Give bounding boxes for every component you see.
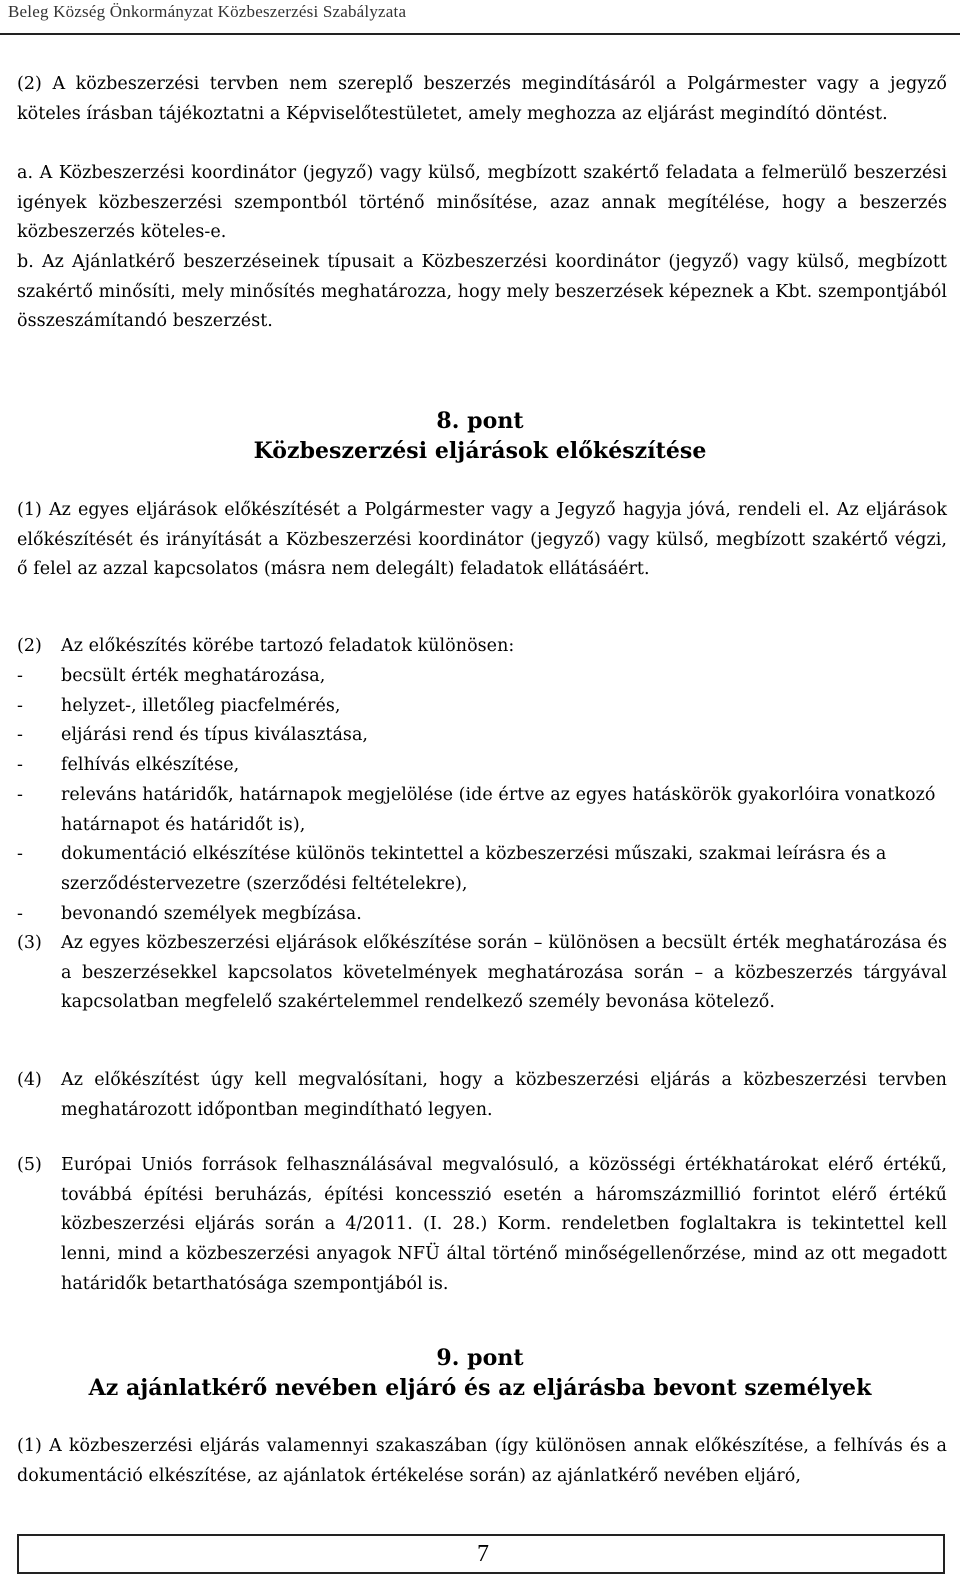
paragraph-8-3 <box>17 929 947 1018</box>
section-9-title: Az ajánlatkérő nevében eljáró és az eljárásba bevont személyek <box>88 1375 872 1401</box>
paragraph-7-b: b. Az Ajánlatkérő beszerzéseinek típusait a Közbeszerzési koordinátor (jegyző) vagy külső, megbízott szakértő minősíti, mely minősítés meghatározza, hogy mely beszerzések képeznek a Kbt. szempontjából összeszámítandó beszerzést. <box>17 252 947 332</box>
list-marker: - <box>17 903 23 924</box>
list-marker: - <box>17 784 23 805</box>
paragraph-8-5-text: Európai Uniós források felhasználásával megvalósuló, a közösségi értékhatárokat elérő értékű, továbbá építési beruházás, építési koncesszió esetén a háromszázmillió forintot elérő értékű közbeszerzési eljárás során a 4/2011. (I. 28.) Korm. rendeletben foglaltakra is tekintettel kell lenni, mind a közbeszerzési anyagok NFÜ által történő minőségellenőrzése, mind az ott megadott határidők betarthatósága szempontjából is. <box>61 1155 947 1294</box>
list-item-text: felhívás elkészítése, <box>61 755 240 776</box>
list-item-text: dokumentáció elkészítése különös tekintettel a közbeszerzési műszaki, szakmai leírásra és a szerződéstervezetre (szerződési feltételekre), <box>61 844 887 894</box>
list-marker: - <box>17 695 23 716</box>
page-number: 7 <box>477 1541 489 1567</box>
list-marker: - <box>17 755 23 776</box>
paragraph-8-4 <box>17 1066 947 1125</box>
document-title: Beleg Község Önkormányzat Közbeszerzési Szabályzata <box>8 2 407 21</box>
page-footer <box>17 1534 945 1574</box>
list-item-text: becsült érték meghatározása, <box>61 666 326 686</box>
paragraph-9-1: (1) A közbeszerzési eljárás valamennyi szakaszában (így különösen annak előkészítése, a felhívás és a dokumentáció elkészítése, az ajánlatok értékelése során) az ajánlatkérő nevében eljáró, <box>17 1436 947 1486</box>
list-item <box>17 751 947 781</box>
list-item <box>17 721 947 751</box>
list-item <box>17 840 947 899</box>
paragraph-7-a: a. A Közbeszerzési koordinátor (jegyző) vagy külső, megbízott szakértő feladata a felmerülő beszerzési igények közbeszerzési szempontból történő minősítése, azaz annak megítélése, hogy a beszerzés közbeszerzés köteles-e. <box>17 163 947 243</box>
list-item <box>17 662 947 692</box>
paragraph-8-2-intro: Az előkészítés körébe tartozó feladatok különösen: <box>61 636 515 656</box>
list-marker: - <box>17 666 23 686</box>
paragraph-8-4-text: Az előkészítést úgy kell megvalósítani, hogy a közbeszerzési eljárás a közbeszerzési tervben meghatározott időpontban megindítható legyen. <box>61 1070 947 1120</box>
list-item-text: helyzet-, illetőleg piacfelmérés, <box>61 695 341 716</box>
list-item-text: eljárási rend és típus kiválasztása, <box>61 725 369 746</box>
paragraph-8-1: (1) Az egyes eljárások előkészítését a Polgármester vagy a Jegyző hagyja jóvá, rendeli el. Az eljárások előkészítését és irányítását a Közbeszerzési koordinátor (jegyző) vagy külső, megbízott szakértő végzi, ő felel az azzal kapcsolatos (másra nem delegált) feladatok ellátásáért. <box>17 500 947 580</box>
list-item <box>17 781 947 840</box>
section-8-number: 8. pont <box>436 408 524 434</box>
section-8-title: Közbeszerzési eljárások előkészítése <box>253 438 707 464</box>
paragraph-8-3-text: Az egyes közbeszerzési eljárások előkészítése során – különösen a becsült érték meghatározása és a beszerzésekkel kapcsolatos követelmények meghatározása során – a közbeszerzés tárgyával kapcsolatban megfelelő szakértelemmel rendelkező személy bevonása kötelező. <box>61 933 947 1013</box>
paragraph-8-4-number: (4) <box>17 1070 42 1090</box>
paragraph-8-2-number: (2) <box>17 636 42 656</box>
paragraph-8-2 <box>17 632 947 662</box>
list-marker: - <box>17 725 23 746</box>
paragraph-8-5-number: (5) <box>17 1155 42 1175</box>
list-item <box>17 900 947 930</box>
section-9-number: 9. pont <box>436 1345 524 1371</box>
preparation-task-list <box>17 662 947 929</box>
paragraph-8-3-number: (3) <box>17 933 42 953</box>
list-item-text: bevonandó személyek megbízása. <box>61 903 362 924</box>
list-item <box>17 692 947 722</box>
list-item-text: releváns határidők, határnapok megjelölése (ide értve az egyes hatáskörök gyakorlóira vonatkozó határnapot és határidőt is), <box>61 784 936 835</box>
list-marker: - <box>17 844 23 865</box>
paragraph-7-2: (2) A közbeszerzési tervben nem szereplő beszerzés megindításáról a Polgármester vagy a jegyző köteles írásban tájékoztatni a Képviselőtestületet, amely meghozza az eljárást megindító döntést. <box>17 74 947 124</box>
paragraph-8-5 <box>17 1151 947 1300</box>
